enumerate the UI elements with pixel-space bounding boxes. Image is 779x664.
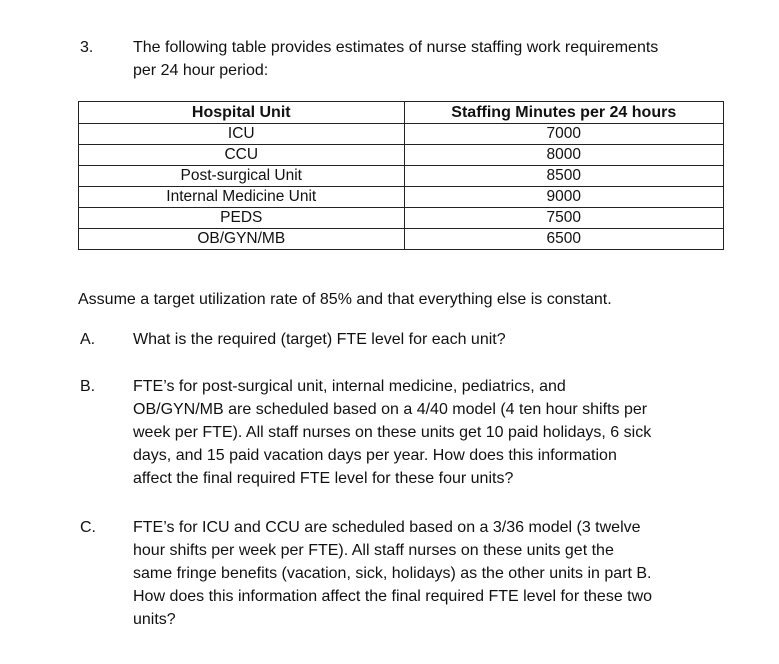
part-c-line: units? xyxy=(133,611,176,628)
table-row xyxy=(79,145,724,166)
header-hospital-unit: Hospital Unit xyxy=(79,102,405,124)
part-a-label: A. xyxy=(80,331,96,348)
part-b-line: FTE’s for post-surgical unit, internal medicine, pediatrics, and xyxy=(133,378,566,395)
part-c-line: hour shifts per week per FTE). All staff nurses on these units get the xyxy=(133,542,614,559)
part-b-line: week per FTE). All staff nurses on these units get 10 paid holidays, 6 sick xyxy=(133,424,652,441)
minutes-cell: 9000 xyxy=(404,187,723,208)
intro-line: The following table provides estimates of nurse staffing work requirements xyxy=(133,39,659,56)
minutes-cell: 8500 xyxy=(404,166,723,187)
staffing-table xyxy=(78,101,724,250)
part-b-line: OB/GYN/MB are scheduled based on a 4/40 model (4 ten hour shifts per xyxy=(133,401,648,418)
intro-line: per 24 hour period: xyxy=(133,62,269,79)
table-row xyxy=(79,187,724,208)
part-b-label: B. xyxy=(80,378,96,395)
unit-cell: ICU xyxy=(79,124,405,145)
minutes-cell: 6500 xyxy=(404,229,723,250)
part-b-line: affect the final required FTE level for these four units? xyxy=(133,470,514,487)
unit-cell: Post-surgical Unit xyxy=(79,166,405,187)
part-c-line: FTE’s for ICU and CCU are scheduled based on a 3/36 model (3 twelve xyxy=(133,519,641,536)
table-row xyxy=(79,124,724,145)
minutes-cell: 7000 xyxy=(404,124,723,145)
unit-cell: OB/GYN/MB xyxy=(79,229,405,250)
part-a-line: What is the required (target) FTE level for each unit? xyxy=(133,331,506,348)
part-c-line: How does this information affect the final required FTE level for these two xyxy=(133,588,653,605)
question-number: 3. xyxy=(80,39,94,56)
table-row xyxy=(79,166,724,187)
unit-cell: CCU xyxy=(79,145,405,166)
table-header-row xyxy=(79,102,724,124)
header-staffing-minutes: Staffing Minutes per 24 hours xyxy=(404,102,723,124)
part-c-label: C. xyxy=(80,519,96,536)
part-c-line: same fringe benefits (vacation, sick, holidays) as the other units in part B. xyxy=(133,565,652,582)
part-b-line: days, and 15 paid vacation days per year. How does this information xyxy=(133,447,617,464)
table-row xyxy=(79,208,724,229)
minutes-cell: 8000 xyxy=(404,145,723,166)
assumption-text: Assume a target utilization rate of 85% and that everything else is constant. xyxy=(78,291,612,308)
unit-cell: Internal Medicine Unit xyxy=(79,187,405,208)
table-row xyxy=(79,229,724,250)
part-a-text xyxy=(133,328,506,351)
question-intro xyxy=(133,36,753,82)
part-c-text xyxy=(133,516,733,631)
part-b-text xyxy=(133,375,733,490)
unit-cell: PEDS xyxy=(79,208,405,229)
minutes-cell: 7500 xyxy=(404,208,723,229)
